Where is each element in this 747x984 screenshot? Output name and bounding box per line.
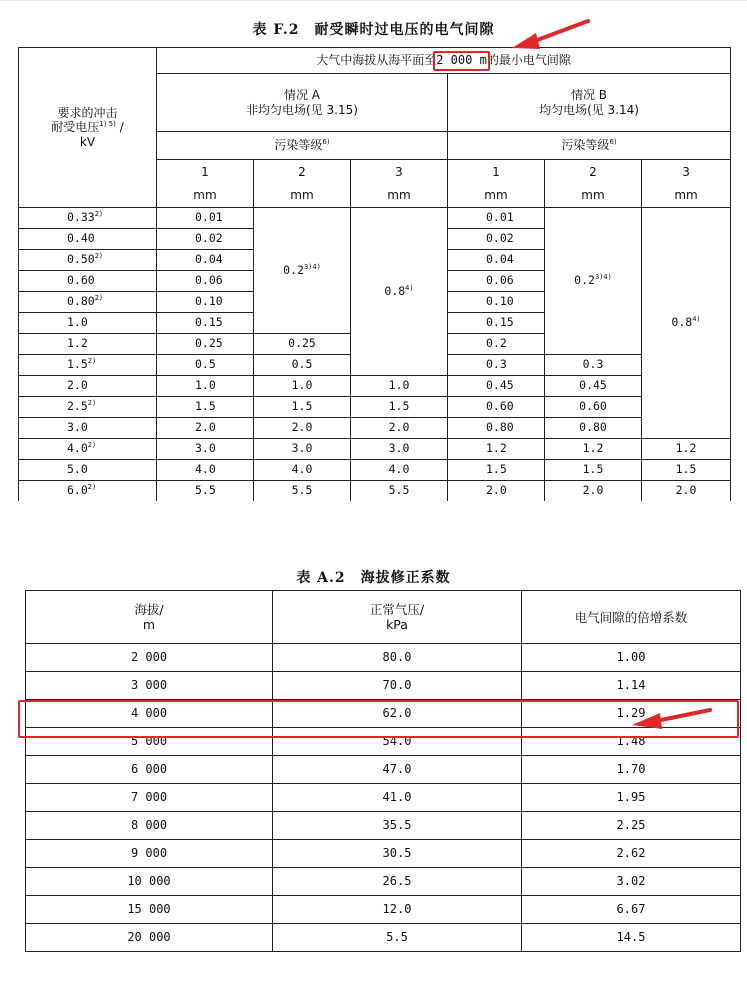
voltage-cell: [19, 376, 157, 397]
case-a-level2-cell: 2.0: [254, 418, 351, 439]
case-b-level1-cell: 0.02: [448, 229, 545, 250]
level-number: 1: [492, 165, 500, 180]
altitude-cell: 4 000: [26, 700, 273, 728]
level-number: 1: [201, 165, 209, 180]
voltage-cell: [19, 292, 157, 313]
case-a-level1-cell: 5.5: [157, 481, 254, 502]
case-b-level1-cell: 0.2: [448, 334, 545, 355]
pressure-column-header: [273, 591, 522, 644]
case-b-level2-cell: 1.5: [545, 460, 642, 481]
factor-cell: 2.25: [522, 812, 741, 840]
case-a-level1-cell: 0.15: [157, 313, 254, 334]
table-row: [26, 924, 741, 952]
pollution-header-b: [448, 132, 731, 160]
pressure-cell: 5.5: [273, 924, 522, 952]
factor-cell: 2.62: [522, 840, 741, 868]
case-b-level1-cell: 1.2: [448, 439, 545, 460]
altitude-cell: 2 000: [26, 644, 273, 672]
case-b-level3-cell: 1.2: [642, 439, 731, 460]
pressure-cell: 47.0: [273, 756, 522, 784]
altitude-cell: 15 000: [26, 896, 273, 924]
case-b-level2-cell: 0.45: [545, 376, 642, 397]
altitude-col-label: 海拔/: [134, 602, 164, 617]
case-b-level1-cell: 0.60: [448, 397, 545, 418]
voltage-header-line1: 要求的冲击: [57, 105, 118, 120]
pollution-level-a-3: [351, 160, 448, 208]
case-a-level1-cell: 0.5: [157, 355, 254, 376]
level-unit: mm: [581, 187, 605, 202]
case-b-level1-cell: 0.45: [448, 376, 545, 397]
case-b-level2-merged-cell: [545, 208, 642, 355]
voltage-footnote: 2): [94, 210, 104, 219]
voltage-footnote: 2): [87, 441, 97, 450]
merged-footnote: 3)4): [303, 262, 321, 271]
level-number: 2: [589, 165, 597, 180]
pollution-sup: 6): [609, 138, 617, 147]
table-row: [19, 418, 731, 439]
case-a-level1-cell: 0.25: [157, 334, 254, 355]
altitude-col-unit: m: [142, 617, 156, 632]
pollution-label: 污染等级: [561, 138, 610, 153]
level-unit: mm: [674, 187, 698, 202]
table-row: [26, 756, 741, 784]
altitude-value: 2 000 m: [436, 53, 487, 68]
case-b-level2-cell: 0.60: [545, 397, 642, 418]
table-row: [26, 840, 741, 868]
table-row: [26, 784, 741, 812]
case-a-level3-cell: 4.0: [351, 460, 448, 481]
pressure-cell: 54.0: [273, 728, 522, 756]
voltage-cell: [19, 439, 157, 460]
level-number: 3: [395, 165, 403, 180]
pressure-cell: 70.0: [273, 672, 522, 700]
factor-cell: 1.29: [522, 700, 741, 728]
altitude-cell: 9 000: [26, 840, 273, 868]
table-row: [19, 397, 731, 418]
case-b-level3-cell: 2.0: [642, 481, 731, 502]
level-unit: mm: [290, 187, 314, 202]
case-a-level2-cell: 0.25: [254, 334, 351, 355]
case-a-level2-cell: 1.0: [254, 376, 351, 397]
altitude-cell: 20 000: [26, 924, 273, 952]
case-a-header: [157, 74, 448, 132]
case-a-title: 情况 A: [283, 88, 321, 103]
table-row: [26, 868, 741, 896]
case-a-level1-cell: 1.0: [157, 376, 254, 397]
voltage-value: 0.80: [67, 294, 95, 309]
pollution-label: 污染等级: [274, 138, 323, 153]
case-a-level3-cell: 1.0: [351, 376, 448, 397]
level-number: 3: [682, 165, 690, 180]
case-b-subtitle: 均匀电场(见 3.14): [539, 102, 639, 117]
altitude-cell: 3 000: [26, 672, 273, 700]
factor-cell: 14.5: [522, 924, 741, 952]
voltage-cell: [19, 334, 157, 355]
table-row: [26, 672, 741, 700]
level-unit: mm: [193, 187, 217, 202]
altitude-cell: 5 000: [26, 728, 273, 756]
case-a-level2-cell: 5.5: [254, 481, 351, 502]
case-b-level1-cell: 2.0: [448, 481, 545, 502]
merged-footnote: 3)4): [594, 273, 612, 282]
voltage-cell: [19, 313, 157, 334]
merged-value: 0.8: [671, 315, 693, 330]
pollution-level-b-2: [545, 160, 642, 208]
case-a-level1-cell: 0.06: [157, 271, 254, 292]
merged-value: 0.2: [283, 262, 304, 277]
voltage-value: 1.0: [67, 315, 88, 330]
altitude-cell: 10 000: [26, 868, 273, 896]
table-f2-title: 表 F.2 耐受瞬时过电压的电气间隙: [252, 22, 495, 38]
table-row: [19, 481, 731, 502]
case-a-level1-cell: 4.0: [157, 460, 254, 481]
voltage-value: 0.40: [67, 231, 95, 246]
case-b-level2-cell: 2.0: [545, 481, 642, 502]
case-a-level2-cell: 0.5: [254, 355, 351, 376]
voltage-footnote: 2): [87, 357, 97, 366]
pressure-cell: 26.5: [273, 868, 522, 896]
case-a-level3-cell: 2.0: [351, 418, 448, 439]
voltage-header-line2: [19, 120, 156, 134]
case-a-level1-cell: 2.0: [157, 418, 254, 439]
case-b-level1-cell: 0.3: [448, 355, 545, 376]
case-b-level3-cell: 1.5: [642, 460, 731, 481]
pollution-level-b-3: [642, 160, 731, 208]
voltage-header-slash: /: [115, 120, 124, 135]
case-b-level1-cell: 0.06: [448, 271, 545, 292]
pressure-cell: 80.0: [273, 644, 522, 672]
voltage-header-line2-text: 耐受电压: [51, 120, 100, 135]
merged-value: 0.8: [384, 283, 406, 298]
altitude-column-header: [26, 591, 273, 644]
voltage-value: 4.0: [67, 441, 88, 456]
pollution-level-b-1: [448, 160, 545, 208]
case-a-level2-cell: 3.0: [254, 439, 351, 460]
factor-cell: 1.70: [522, 756, 741, 784]
case-a-level3-merged-cell: [351, 208, 448, 376]
voltage-value: 0.60: [67, 273, 95, 288]
pollution-header-a: [157, 132, 448, 160]
case-b-level2-cell: 0.80: [545, 418, 642, 439]
factor-column-header: 电气间隙的倍增系数: [522, 591, 741, 644]
voltage-value: 3.0: [67, 420, 88, 435]
table-row: [26, 896, 741, 924]
factor-cell: 6.67: [522, 896, 741, 924]
case-b-level2-cell: 0.3: [545, 355, 642, 376]
altitude-header-suffix: 的最小电气间隙: [486, 53, 571, 68]
merged-footnote: 4): [692, 315, 701, 324]
pressure-cell: 62.0: [273, 700, 522, 728]
pollution-sup: 6): [322, 138, 330, 147]
table-row: [26, 812, 741, 840]
voltage-cell: [19, 271, 157, 292]
altitude-cell: 6 000: [26, 756, 273, 784]
case-b-level1-cell: 1.5: [448, 460, 545, 481]
altitude-cell: 7 000: [26, 784, 273, 812]
table-row: [19, 439, 731, 460]
case-b-header: [448, 74, 731, 132]
merged-value: 0.2: [574, 273, 595, 288]
voltage-value: 0.50: [67, 252, 95, 267]
case-a-level3-cell: 1.5: [351, 397, 448, 418]
case-a-level1-cell: 0.10: [157, 292, 254, 313]
factor-cell: 1.14: [522, 672, 741, 700]
voltage-cell: [19, 460, 157, 481]
red-arrow-icon: [630, 706, 712, 732]
altitude-header-prefix: 大气中海拔从海平面至: [316, 53, 437, 68]
case-b-title: 情况 B: [570, 88, 608, 103]
case-a-level3-cell: 5.5: [351, 481, 448, 502]
merged-footnote: 4): [405, 283, 414, 292]
pressure-col-unit: kPa: [386, 617, 408, 632]
case-a-level1-cell: 0.02: [157, 229, 254, 250]
pollution-level-a-2: [254, 160, 351, 208]
altitude-cell: 8 000: [26, 812, 273, 840]
voltage-value: 0.33: [67, 210, 95, 225]
voltage-value: 2.5: [67, 399, 88, 414]
pressure-cell: 35.5: [273, 812, 522, 840]
case-b-level1-cell: 0.10: [448, 292, 545, 313]
voltage-value: 2.0: [67, 378, 88, 393]
factor-cell: 1.00: [522, 644, 741, 672]
voltage-cell: [19, 418, 157, 439]
pressure-cell: 30.5: [273, 840, 522, 868]
case-a-level1-cell: 3.0: [157, 439, 254, 460]
table-a2-screenshot: [0, 560, 747, 984]
case-b-level1-cell: 0.15: [448, 313, 545, 334]
voltage-header: [19, 48, 157, 208]
case-a-level1-cell: 1.5: [157, 397, 254, 418]
case-b-level1-cell: 0.80: [448, 418, 545, 439]
voltage-footnote: 2): [87, 483, 97, 492]
voltage-footnote: 2): [94, 294, 104, 303]
table-a2-title: 表 A.2 海拔修正系数: [296, 570, 451, 586]
case-a-level2-merged-cell: [254, 208, 351, 334]
table-row: [26, 644, 741, 672]
voltage-cell: [19, 208, 157, 229]
case-a-level3-cell: 3.0: [351, 439, 448, 460]
case-b-level1-cell: 0.04: [448, 250, 545, 271]
factor-cell: 1.48: [522, 728, 741, 756]
voltage-header-sup: 1) 5): [99, 120, 116, 129]
altitude-highlight-box: [433, 51, 490, 71]
voltage-cell: [19, 397, 157, 418]
clearance-table: [18, 47, 731, 501]
case-a-level2-cell: 4.0: [254, 460, 351, 481]
case-a-subtitle: 非均匀电场(见 3.15): [246, 102, 358, 117]
case-a-level1-cell: 0.04: [157, 250, 254, 271]
voltage-header-unit: kV: [79, 134, 96, 149]
case-b-level3-merged-cell: [642, 208, 731, 439]
level-number: 2: [298, 165, 306, 180]
table-row: [19, 460, 731, 481]
pressure-cell: 41.0: [273, 784, 522, 812]
case-a-level1-cell: 0.01: [157, 208, 254, 229]
voltage-value: 1.5: [67, 357, 88, 372]
pollution-level-a-1: [157, 160, 254, 208]
pressure-cell: 12.0: [273, 896, 522, 924]
voltage-value: 1.2: [67, 336, 88, 351]
voltage-value: 6.0: [67, 483, 88, 498]
voltage-cell: [19, 229, 157, 250]
level-unit: mm: [387, 187, 411, 202]
voltage-cell: [19, 481, 157, 502]
voltage-cell: [19, 355, 157, 376]
factor-cell: 1.95: [522, 784, 741, 812]
factor-cell: 3.02: [522, 868, 741, 896]
case-b-level1-cell: 0.01: [448, 208, 545, 229]
table-row: [19, 208, 731, 229]
pressure-col-label: 正常气压/: [369, 602, 425, 617]
case-a-level2-cell: 1.5: [254, 397, 351, 418]
red-arrow-icon: [508, 17, 590, 51]
voltage-cell: [19, 250, 157, 271]
voltage-footnote: 2): [87, 399, 97, 408]
level-unit: mm: [484, 187, 508, 202]
table-row: [19, 376, 731, 397]
voltage-footnote: 2): [94, 252, 104, 261]
case-b-level2-cell: 1.2: [545, 439, 642, 460]
altitude-correction-table: [25, 590, 741, 952]
voltage-value: 5.0: [67, 462, 88, 477]
